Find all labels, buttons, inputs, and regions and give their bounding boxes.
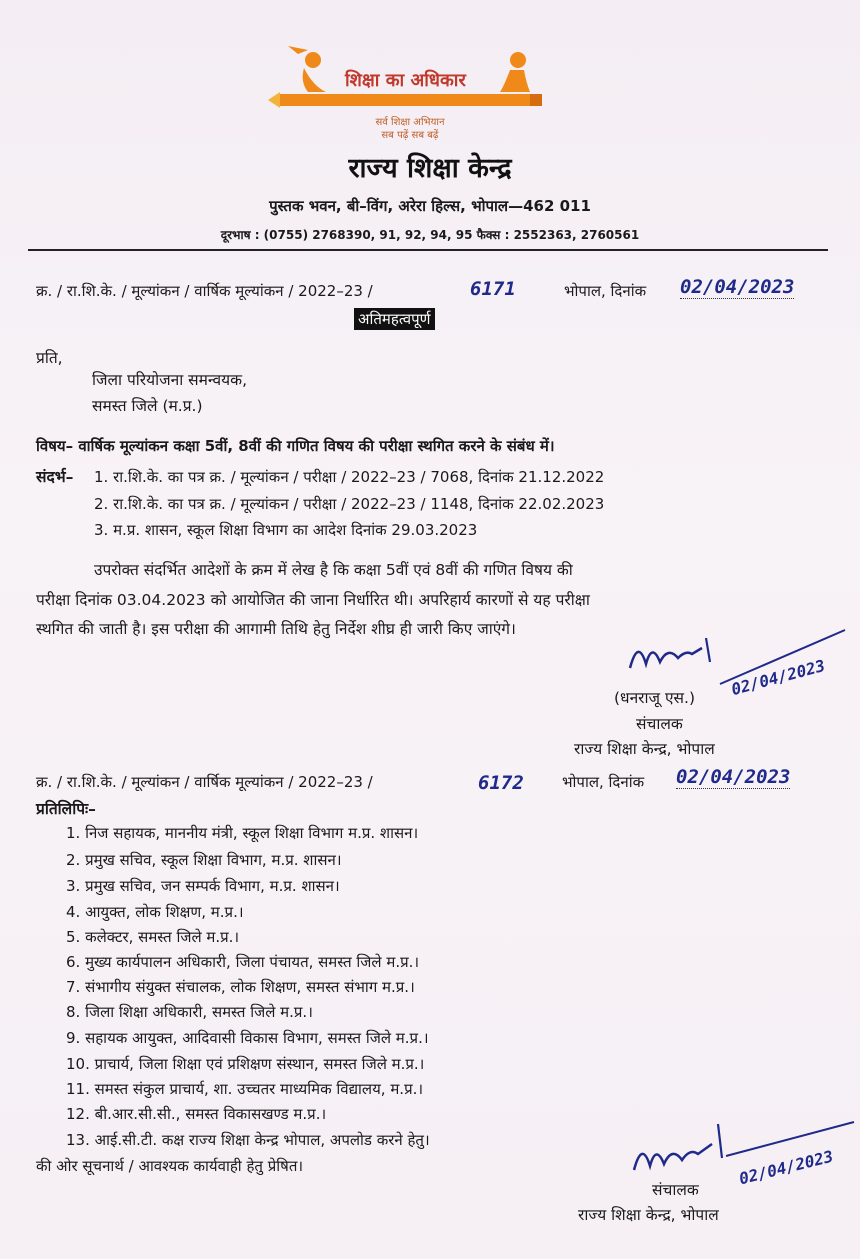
copy-item: 4. आयुक्त, लोक शिक्षण, म.प्र.। <box>66 903 244 921</box>
copy-place-date-label: भोपाल, दिनांक <box>562 773 645 791</box>
copy-item: 12. बी.आर.सी.सी., समस्त विकासखण्ड म.प्र.। <box>66 1105 327 1123</box>
addressee-line-1: जिला परियोजना समन्वयक, <box>92 371 247 389</box>
letter-date: 02/04/2023 <box>680 276 795 298</box>
subject: विषय– वार्षिक मूल्यांकन कक्षा 5वीं, 8वीं की गणित विषय की परीक्षा स्थगित करने के संबंध में। <box>36 437 555 455</box>
tagline-line-2: सब पढ़ें सब बढ़ें <box>381 130 439 141</box>
copy-closing: की ओर सूचनार्थ / आवश्यक कार्यवाही हेतु प्रेषित। <box>36 1157 304 1175</box>
letter-ref-prefix: क्र. / रा.शि.के. / मूल्यांकन / वार्षिक मूल्यांकन / 2022–23 / <box>36 282 373 300</box>
copy-item: 5. कलेक्टर, समस्त जिले म.प्र.। <box>66 928 240 946</box>
signatory-name: (धनराजू एस.) <box>614 689 695 707</box>
reference-item: 3. म.प्र. शासन, स्कूल शिक्षा विभाग का आदेश दिनांक 29.03.2023 <box>94 521 478 539</box>
copy-item: 10. प्राचार्य, जिला शिक्षा एवं प्रशिक्षण संस्थान, समस्त जिले म.प्र.। <box>66 1055 425 1073</box>
tagline <box>320 116 500 142</box>
copy-item: 2. प्रमुख सचिव, स्कूल शिक्षा विभाग, म.प्र. शासन। <box>66 851 342 869</box>
tagline-line-1: सर्व शिक्षा अभियान <box>375 117 445 128</box>
signatory-office: राज्य शिक्षा केन्द्र, भोपाल <box>574 740 715 758</box>
copy-item: 7. संभागीय संयुक्त संचालक, लोक शिक्षण, समस्त संभाग म.प्र.। <box>66 978 415 996</box>
copy-ref-prefix: क्र. / रा.शि.के. / मूल्यांकन / वार्षिक मूल्यांकन / 2022–23 / <box>36 773 373 791</box>
org-name: राज्य शिक्षा केन्द्र <box>348 153 512 184</box>
letter-ref-number: 6171 <box>470 278 516 300</box>
copy-item: 11. समस्त संकुल प्राचार्य, शा. उच्चतर माध्यमिक विद्यालय, म.प्र.। <box>66 1080 424 1098</box>
child-sitting-icon <box>500 52 530 92</box>
copy-date: 02/04/2023 <box>676 766 791 788</box>
copy-item: 6. मुख्य कार्यपालन अधिकारी, जिला पंचायत, समस्त जिले म.प्र.। <box>66 953 420 971</box>
pencil-icon <box>268 92 542 108</box>
body-line: स्थगित की जाती है। इस परीक्षा की आगामी तिथि हेतु निर्देश शीघ्र ही जारी किए जाएंगे। <box>36 620 516 638</box>
copy-label: प्रतिलिपिः– <box>36 800 96 818</box>
header-divider <box>28 249 828 251</box>
copy-item: 8. जिला शिक्षा अधिकारी, समस्त जिले म.प्र.। <box>66 1003 313 1021</box>
org-phone: दूरभाष : (0755) 2768390, 91, 92, 94, 95 फैक्स : 2552363, 2760561 <box>220 228 640 242</box>
org-address: पुस्तक भवन, बी–विंग, अरेरा हिल्स, भोपाल—462 011 <box>269 197 591 215</box>
body-line: परीक्षा दिनांक 03.04.2023 को आयोजित की जाना निर्धारित थी। अपरिहार्य कारणों से यह परीक्षा <box>36 591 590 609</box>
signature-date: 02/04/2023 <box>729 655 828 700</box>
copy-signatory-title: संचालक <box>652 1181 699 1199</box>
logo-text: शिक्षा का अधिकार <box>345 70 466 91</box>
reference-label: संदर्भ– <box>36 468 74 486</box>
copy-signature-date: 02/04/2023 <box>737 1146 836 1189</box>
copy-ref-number: 6172 <box>478 772 524 794</box>
copy-item: 9. सहायक आयुक्त, आदिवासी विकास विभाग, समस्त जिले म.प्र.। <box>66 1029 429 1047</box>
signatory-title: संचालक <box>636 715 683 733</box>
reference-item: 2. रा.शि.के. का पत्र क्र. / मूल्यांकन / परीक्षा / 2022–23 / 1148, दिनांक 22.02.2023 <box>94 495 605 513</box>
addressee-line-2: समस्त जिले (म.प्र.) <box>92 397 203 415</box>
child-reading-icon <box>288 46 326 92</box>
body-line: उपरोक्त संदर्भित आदेशों के क्रम में लेख है कि कक्षा 5वीं एवं 8वीं की गणित विषय की <box>94 561 573 579</box>
to-label: प्रति, <box>36 349 63 367</box>
copy-signatory-office: राज्य शिक्षा केन्द्र, भोपाल <box>578 1206 719 1224</box>
copy-item: 13. आई.सी.टी. कक्ष राज्य शिक्षा केन्द्र भोपाल, अपलोड करने हेतु। <box>66 1131 430 1149</box>
urgency-badge: अतिमहत्वपूर्ण <box>354 308 435 330</box>
copy-item: 3. प्रमुख सचिव, जन सम्पर्क विभाग, म.प्र. शासन। <box>66 877 340 895</box>
copy-item: 1. निज सहायक, माननीय मंत्री, स्कूल शिक्षा विभाग म.प्र. शासन। <box>66 824 419 842</box>
reference-item: 1. रा.शि.के. का पत्र क्र. / मूल्यांकन / परीक्षा / 2022–23 / 7068, दिनांक 21.12.2022 <box>94 468 605 486</box>
letter-place-date-label: भोपाल, दिनांक <box>564 282 647 300</box>
